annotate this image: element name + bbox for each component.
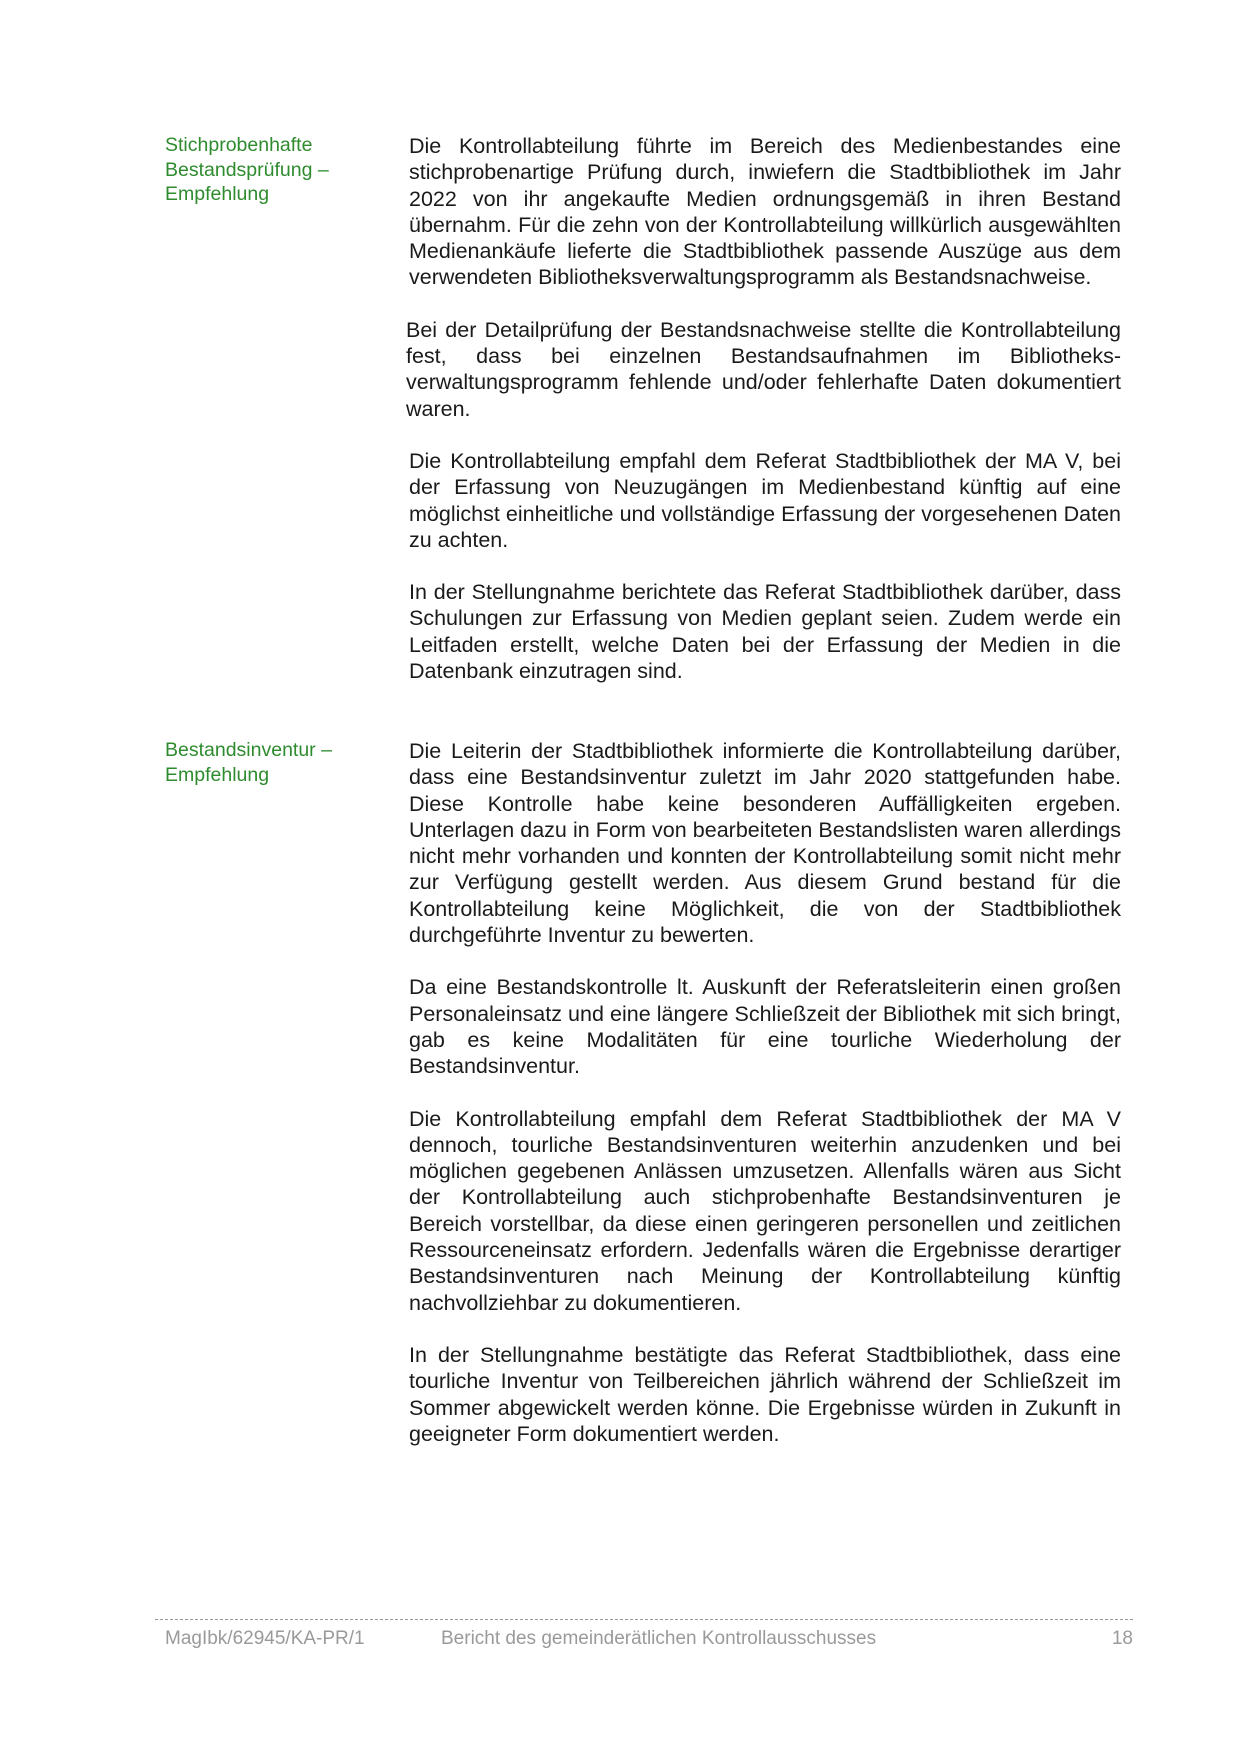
section-margin-label	[165, 133, 365, 207]
body-paragraph: Die Leiterin der Stadtbibliothek informierte die Kontrollabteilung darüber, dass eine Bestandsinventur zuletzt im Jahr 2020 stattgefunden habe. Diese Kontrolle habe keine besonderen Auffälligkeiten ergeben. Unterlagen dazu in Form von bearbeiteten Bestandslisten waren allerdings nicht mehr vorhanden und konnten der Kontrollabteilung somit nicht mehr zur Verfügung gestellt werden. Aus diesem Grund bestand für die Kontrollabteilung keine Möglichkeit, die von der Stadtbibliothek durchgeführte Inventur zu bewerten.	[409, 739, 1121, 948]
body-paragraph: Die Kontrollabteilung empfahl dem Referat Stadtbibliothek der MA V, bei der Erfassung von Neuzugängen im Medienbestand künftig auf eine möglichst einheitliche und vollständige Erfassung der vorgesehenen Daten zu achten.	[409, 448, 1121, 552]
footer-reference: MagIbk/62945/KA-PR/1	[165, 1628, 365, 1649]
body-paragraph: Bei der Detailprüfung der Bestandsnachweise stellte die Kontrollabteilung fest, dass bei einzelnen Bestandsaufnahmen im Bibliotheksverwaltungsprogramm fehlende und/oder fehlerhafte Daten dokumentiert waren.	[406, 317, 1121, 421]
page-number: 18	[1111, 1628, 1133, 1649]
margin-label-line: Bestandsinventur –	[165, 739, 332, 761]
section-margin-label	[165, 738, 365, 787]
body-paragraph: In der Stellungnahme bestätigte das Referat Stadtbibliothek, dass eine tourliche Inventur von Teilbereichen jährlich während der Schließzeit im Sommer abgewickelt werden könne. Die Ergebnisse würden in Zukunft in geeigneter Form dokumentiert werden.	[409, 1342, 1121, 1446]
body-paragraph: In der Stellungnahme berichtete das Referat Stadtbibliothek darüber, dass Schulungen zur Erfassung von Medien geplant seien. Zudem werde ein Leitfaden erstellt, welche Daten bei der Erfassung der Medien in die Datenbank einzutragen sind.	[409, 580, 1121, 684]
section-body	[409, 738, 1121, 1473]
margin-label-line: Empfehlung	[165, 183, 270, 205]
footer-report-title: Bericht des gemeinderätlichen Kontrollausschusses	[441, 1628, 877, 1649]
section-body	[406, 133, 1121, 710]
margin-label-line: Empfehlung	[165, 763, 270, 786]
margin-label-line: Bestandsprüfung –	[165, 158, 329, 181]
body-paragraph: Die Kontrollabteilung führte im Bereich des Medienbestandes eine stichprobenartige Prüfung durch, inwiefern die Stadtbibliothek im Jahr 2022 von ihr angekaufte Medien ordnungsgemäß in ihren Bestand übernahm. Für die zehn von der Kontrollabteilung willkürlich ausgewählten Medienankäufe lieferte die Stadtbibliothek passende Auszüge aus dem verwendeten Bibliotheksverwaltungsprogramm als Bestandsnachweise.	[409, 134, 1121, 290]
margin-label-line: Stichprobenhafte	[165, 134, 313, 156]
body-paragraph: Die Kontrollabteilung empfahl dem Referat Stadtbibliothek der MA V dennoch, tourliche Bestandsinventuren weiterhin anzudenken und bei möglichen gegebenen Anlässen umzusetzen. Allenfalls wären aus Sicht der Kontrollabteilung auch stichprobenhafte Bestandsinventuren je Bereich vorstellbar, da diese einen geringeren personellen und zeitlichen Ressourceneinsatz erfordern. Jedenfalls wären die Ergebnisse derartiger Bestandsinventuren nach Meinung der Kontrollabteilung künftig nachvollziehbar zu dokumentieren.	[409, 1106, 1121, 1315]
body-paragraph: Da eine Bestandskontrolle lt. Auskunft der Referatsleiterin einen großen Personaleinsatz und eine längere Schließzeit der Bibliothek mit sich bringt, gab es keine Modalitäten für eine tourliche Wiederholung der Bestandsinventur.	[409, 975, 1121, 1079]
footer-divider	[155, 1619, 1133, 1620]
